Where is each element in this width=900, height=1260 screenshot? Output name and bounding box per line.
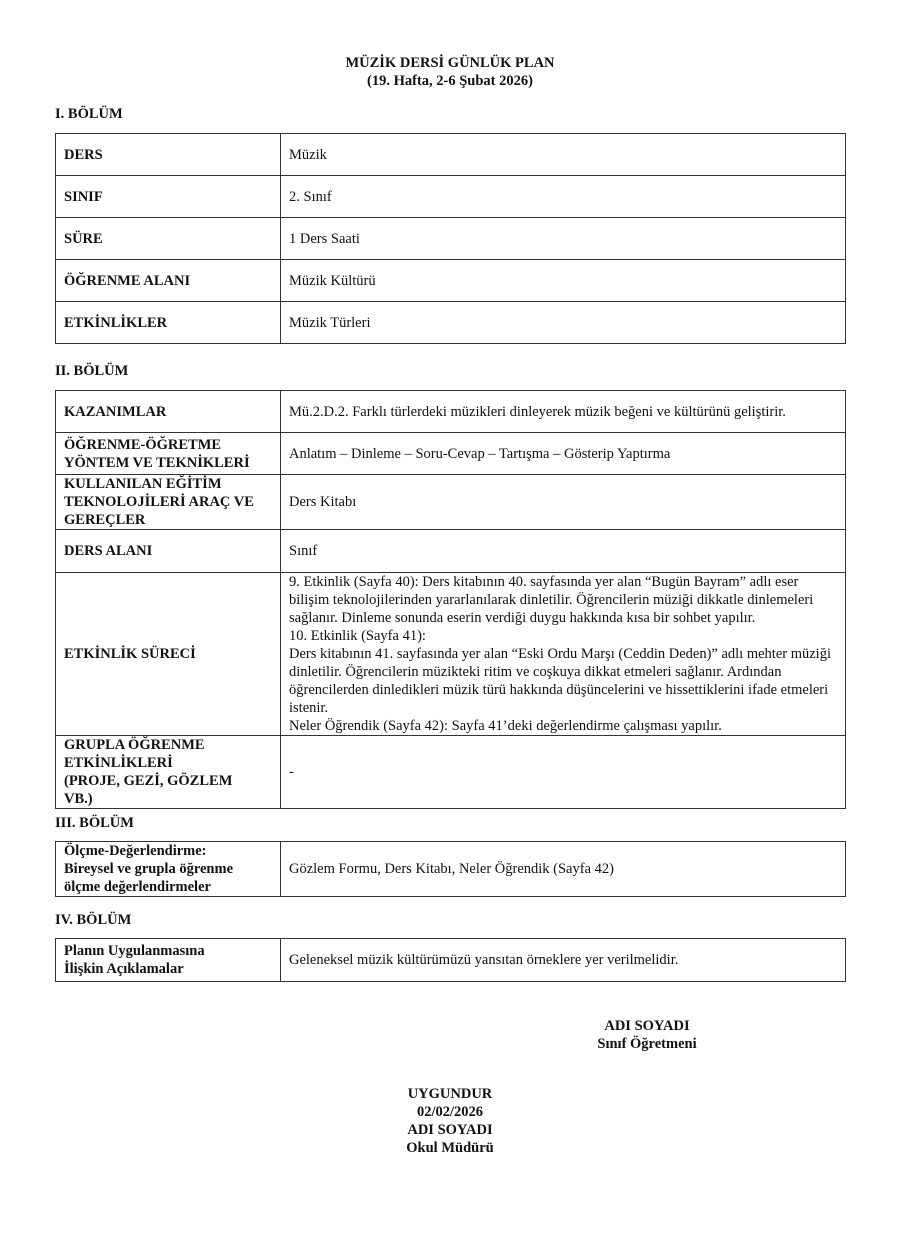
- table-row: [56, 842, 846, 897]
- page-title: MÜZİK DERSİ GÜNLÜK PLAN: [345, 55, 555, 71]
- table-row: [56, 573, 846, 736]
- section-2-heading: II. BÖLÜM: [55, 363, 129, 379]
- row-label: ETKİNLİK SÜRECİ: [56, 573, 281, 736]
- table-row: [56, 302, 846, 344]
- table-row: [56, 530, 846, 573]
- row-value: -: [281, 736, 846, 809]
- page-subtitle: (19. Hafta, 2-6 Şubat 2026): [367, 73, 533, 89]
- row-label: SINIF: [56, 176, 281, 218]
- table-row: [56, 134, 846, 176]
- row-value: Geleneksel müzik kültürümüzü yansıtan örneklere yer verilmelidir.: [281, 939, 846, 982]
- row-value: Sınıf: [281, 530, 846, 573]
- approval-date: 02/02/2026: [416, 1104, 484, 1120]
- row-label: Planın Uygulanmasına İlişkin Açıklamalar: [56, 939, 281, 982]
- row-value: 2. Sınıf: [281, 176, 846, 218]
- principal-role: Okul Müdürü: [406, 1140, 494, 1156]
- principal-signature: [350, 1085, 550, 1157]
- table-row: [56, 260, 846, 302]
- row-label: SÜRE: [56, 218, 281, 260]
- row-value: 1 Ders Saati: [281, 218, 846, 260]
- row-value: Müzik Kültürü: [281, 260, 846, 302]
- section-4-heading: IV. BÖLÜM: [55, 912, 132, 928]
- row-label: ÖĞRENME-ÖĞRETME YÖNTEM VE TEKNİKLERİ: [56, 433, 281, 475]
- section-1-heading: I. BÖLÜM: [55, 106, 123, 122]
- row-value: 9. Etkinlik (Sayfa 40): Ders kitabının 40. sayfasında yer alan “Bugün Bayram” adlı eser bilişim teknolojilerinden yararlanılarak dinletilir. Öğrencilerin müziği dikkatle dinlemeleri sağlanır. Dinleme sonunda eserin verdiği duygu hakkında kısa bir sohbet yapılır. 10. Etkinlik (Sayfa 41): Ders kitabının 41. sayfasında yer alan “Eski Ordu Marşı (Ceddin Deden)” adlı mehter müziği dinletilir. Öğrencilerin müzikteki ritim ve coşkuya dikkat etmeleri sağlanır. Ardından öğrencilerden dinledikleri müzik türü hakkında düşüncelerini ve hissettiklerini ifade etmeleri istenir. Neler Öğrendik (Sayfa 42): Sayfa 41’deki değerlendirme çalışması yapılır.: [281, 573, 846, 736]
- row-label: Ölçme-Değerlendirme: Bireysel ve grupla öğrenme ölçme değerlendirmeler: [56, 842, 281, 897]
- table-row: [56, 218, 846, 260]
- row-label: KULLANILAN EĞİTİM TEKNOLOJİLERİ ARAÇ VE GEREÇLER: [56, 475, 281, 530]
- table-row: [56, 176, 846, 218]
- row-value: Ders Kitabı: [281, 475, 846, 530]
- table-row: [56, 475, 846, 530]
- principal-name: ADI SOYADI: [407, 1122, 493, 1138]
- row-label: KAZANIMLAR: [56, 391, 281, 433]
- row-value: Gözlem Formu, Ders Kitabı, Neler Öğrendik (Sayfa 42): [281, 842, 846, 897]
- row-value: Müzik Türleri: [281, 302, 846, 344]
- table-row: [56, 433, 846, 475]
- row-value: Anlatım – Dinleme – Soru-Cevap – Tartışma – Gösterip Yaptırma: [281, 433, 846, 475]
- section-3-table: [55, 841, 846, 897]
- row-label: ETKİNLİKLER: [56, 302, 281, 344]
- section-2-table: [55, 390, 846, 809]
- section-3-heading: III. BÖLÜM: [55, 815, 134, 831]
- table-row: [56, 736, 846, 809]
- row-value: Mü.2.D.2. Farklı türlerdeki müzikleri dinleyerek müzik beğeni ve kültürünü geliştirir.: [281, 391, 846, 433]
- row-label: ÖĞRENME ALANI: [56, 260, 281, 302]
- teacher-name: ADI SOYADI: [604, 1018, 690, 1034]
- row-value: Müzik: [281, 134, 846, 176]
- row-label: DERS: [56, 134, 281, 176]
- table-row: [56, 939, 846, 982]
- approval-label: UYGUNDUR: [407, 1086, 493, 1102]
- row-label: DERS ALANI: [56, 530, 281, 573]
- section-1-table: [55, 133, 846, 344]
- row-label: GRUPLA ÖĞRENME ETKİNLİKLERİ (PROJE, GEZİ, GÖZLEM VB.): [56, 736, 281, 809]
- section-4-table: [55, 938, 846, 982]
- teacher-role: Sınıf Öğretmeni: [597, 1036, 697, 1052]
- table-row: [56, 391, 846, 433]
- teacher-signature: [547, 1017, 747, 1053]
